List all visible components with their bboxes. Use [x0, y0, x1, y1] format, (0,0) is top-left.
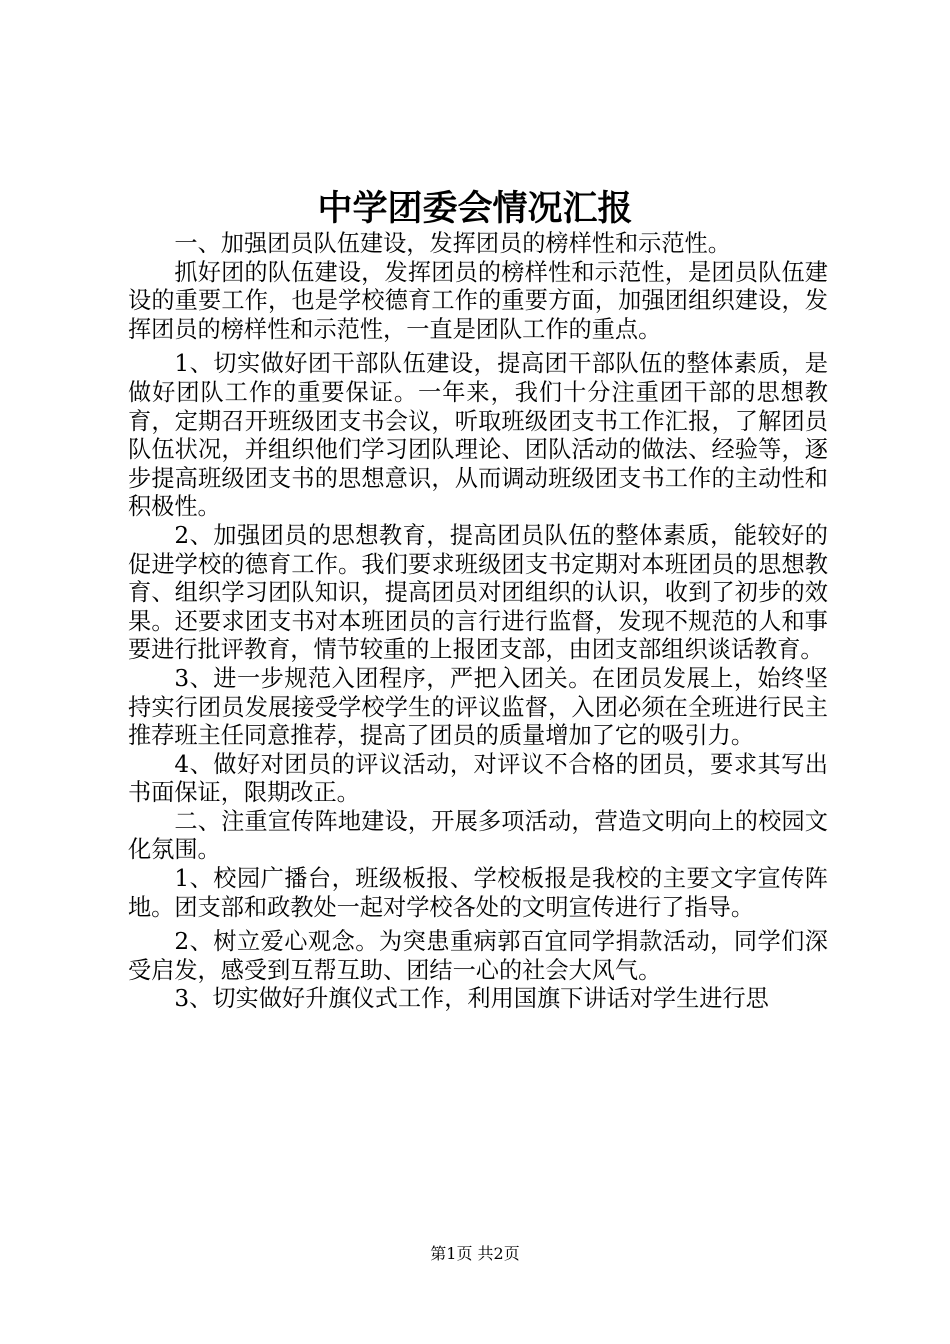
page-number-footer: 第1页 共2页: [430, 1244, 520, 1263]
paragraph-item-2-1: 1、校园广播台，班级板报、学校板报是我校的主要文字宣传阵地。团支部和政教处一起对学校各处的文明宣传进行了指导。: [128, 865, 828, 921]
paragraph-item-1-3: 3、进一步规范入团程序，严把入团关。在团员发展上，始终坚持实行团员发展接受学校学生的评议监督，入团必须在全班进行民主推荐班主任同意推荐，提高了团员的质量增加了它的吸引力。: [128, 664, 828, 750]
paragraph-item-1-1: 1、切实做好团干部队伍建设，提高团干部队伍的整体素质，是做好团队工作的重要保证。一年来，我们十分注重团干部的思想教育，定期召开班级团支书会议，听取班级团支书工作汇报，了解团员队伍状况，并组织他们学习团队理论、团队活动的做法、经验等，逐步提高班级团支书的思想意识，从而调动班级团支书工作的主动性和积极性。: [128, 350, 828, 521]
paragraph-section-2-heading: 二、注重宣传阵地建设，开展多项活动，营造文明向上的校园文化氛围。: [128, 807, 828, 864]
paragraph-section-1-intro: 抓好团的队伍建设，发挥团员的榜样性和示范性，是团员队伍建设的重要工作，也是学校德育工作的重要方面，加强团组织建设，发挥团员的榜样性和示范性，一直是团队工作的重点。: [128, 258, 828, 343]
paragraph-item-2-2: 2、树立爱心观念。为突患重病郭百宜同学捐款活动，同学们深受启发，感受到互帮互助、团结一心的社会大风气。: [128, 928, 828, 984]
paragraph-item-1-4: 4、做好对团员的评议活动，对评议不合格的团员，要求其写出书面保证，限期改正。: [128, 750, 828, 807]
document-body: [128, 230, 828, 1014]
document-title: 中学团委会情况汇报: [317, 188, 633, 229]
paragraph-item-2-3: 3、切实做好升旗仪式工作，利用国旗下讲话对学生进行思: [174, 985, 769, 1013]
paragraph-section-1-heading: 一、加强团员队伍建设，发挥团员的榜样性和示范性。: [174, 230, 731, 257]
paragraph-item-1-2: 2、加强团员的思想教育，提高团员队伍的整体素质，能较好的促进学校的德育工作。我们要求班级团支书定期对本班团员的思想教育、组织学习团队知识，提高团员对团组织的认识，收到了初步的效果。还要求团支书对本班团员的言行进行监督，发现不规范的人和事要进行批评教育，情节较重的上报团支部，由团支部组织谈话教育。: [128, 521, 828, 664]
